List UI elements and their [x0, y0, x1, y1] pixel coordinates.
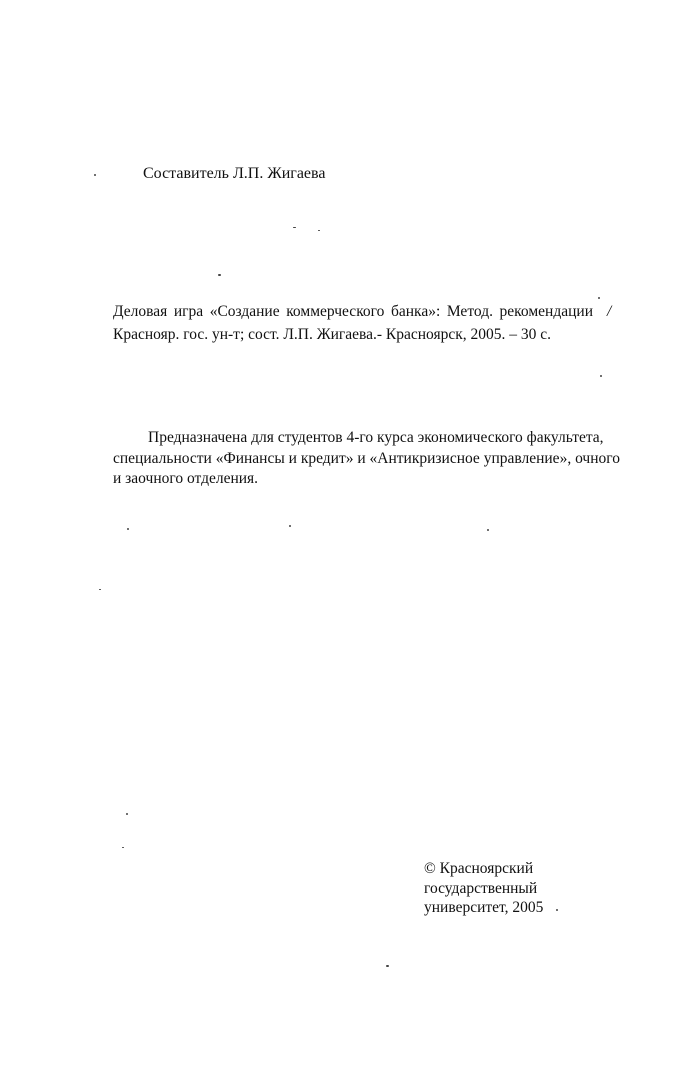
scan-speck — [94, 174, 96, 176]
scan-speck — [122, 847, 124, 848]
description-line-2: специальности «Финансы и кредит» и «Антикризисное управление», очного — [113, 450, 620, 467]
scan-speck — [556, 909, 558, 911]
scan-speck — [293, 227, 296, 228]
scan-speck — [218, 274, 221, 276]
bibliography-line-2: Краснояр. гос. ун-т; сост. Л.П. Жигаева.- Красноярск, 2005. – 30 с. — [113, 326, 552, 343]
scan-speck — [386, 965, 389, 967]
copyright-line-2: государственный — [424, 880, 538, 897]
bibliography-slash: / — [607, 303, 612, 320]
copyright-line-3: университет, 2005 — [424, 899, 544, 916]
copyright-line-1: © Красноярский — [424, 860, 534, 877]
scan-speck — [289, 525, 291, 527]
bibliography-line-1: Деловая игра «Создание коммерческого банка»: Метод. рекомендации — [113, 303, 593, 320]
scan-speck — [598, 297, 600, 299]
scan-speck — [318, 230, 320, 231]
scan-speck — [99, 589, 101, 590]
compiler-line: Составитель Л.П. Жигаева — [143, 165, 326, 182]
scan-speck — [126, 813, 128, 815]
description-line-1: Предназначена для студентов 4-го курса экономического факультета, — [148, 429, 604, 446]
scan-speck — [600, 375, 602, 377]
scan-speck — [127, 528, 129, 530]
scan-speck — [487, 529, 489, 531]
description-line-3: и заочного отделения. — [113, 470, 259, 487]
